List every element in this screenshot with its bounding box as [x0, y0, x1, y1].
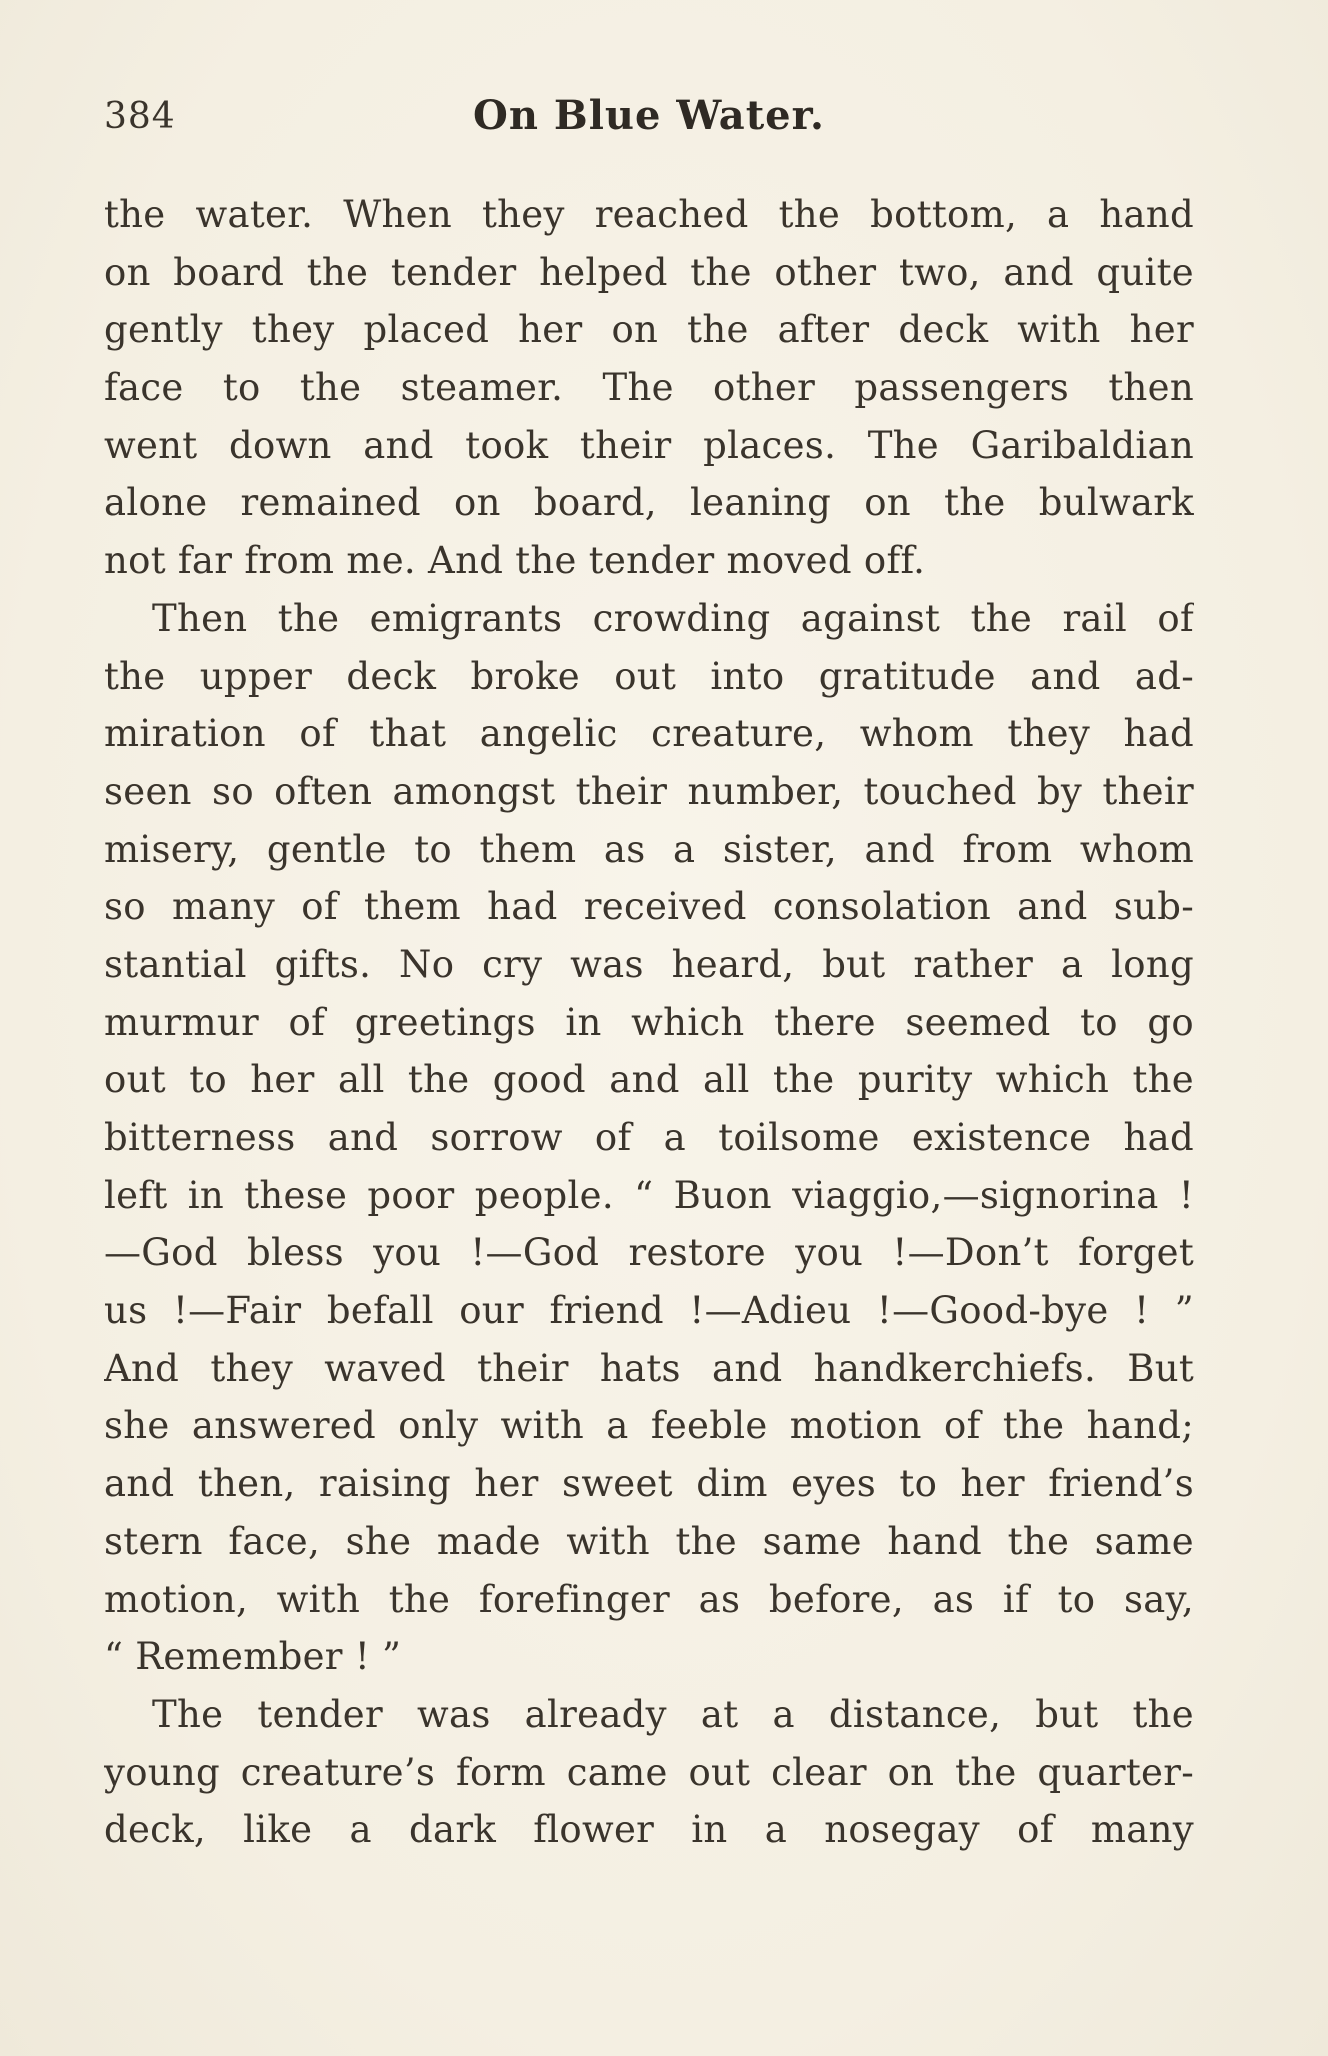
- text-line: young creature’s form came out clear on the quarter-: [104, 1750, 1194, 1794]
- text-line: out to her all the good and all the purity which the: [104, 1058, 1194, 1102]
- text-line: deck, like a dark flower in a nosegay of many: [104, 1808, 1194, 1852]
- text-line: murmur of greetings in which there seemed to go: [104, 1000, 1194, 1044]
- text-line: —God bless you !—God restore you !—Don’t forget: [104, 1231, 1194, 1275]
- text-line: miration of that angelic creature, whom they had: [104, 712, 1194, 756]
- text-line: gently they placed her on the after deck with her: [104, 308, 1194, 352]
- text-line: alone remained on board, leaning on the bulwark: [104, 481, 1194, 525]
- text-line: And they waved their hats and handkerchiefs. But: [104, 1346, 1194, 1390]
- text-line: The tender was already at a distance, but the: [152, 1692, 1194, 1736]
- text-line: stantial gifts. No cry was heard, but rather a long: [104, 942, 1194, 986]
- text-line: on board the tender helped the other two, and quite: [104, 250, 1194, 294]
- text-line: the water. When they reached the bottom, a hand: [104, 193, 1194, 236]
- text-line: she answered only with a feeble motion of the hand;: [104, 1404, 1194, 1448]
- text-line: face to the steamer. The other passengers then: [104, 366, 1194, 410]
- body-text: [104, 186, 1194, 1859]
- text-line: went down and took their places. The Garibaldian: [104, 423, 1194, 467]
- text-line: so many of them had received consolation and sub-: [104, 885, 1194, 929]
- text-line: misery, gentle to them as a sister, and from whom: [104, 827, 1194, 871]
- text-line: Then the emigrants crowding against the rail of: [152, 596, 1194, 640]
- text-line: stern face, she made with the same hand the same: [104, 1519, 1194, 1563]
- text-line: left in these poor people. “ Buon viaggio,—signorina !: [104, 1173, 1194, 1217]
- text-line: bitterness and sorrow of a toilsome existence had: [104, 1116, 1194, 1159]
- text-line: and then, raising her sweet dim eyes to her friend’s: [104, 1462, 1194, 1506]
- running-title: On Blue Water.: [473, 92, 825, 139]
- text-line: the upper deck broke out into gratitude and ad-: [104, 654, 1194, 698]
- text-line: “ Remember ! ”: [104, 1635, 402, 1679]
- text-line: seen so often amongst their number, touched by their: [104, 769, 1194, 813]
- text-line: not far from me. And the tender moved off.: [104, 539, 926, 583]
- text-line: motion, with the forefinger as before, as if to say,: [104, 1577, 1194, 1621]
- page-number: 384: [104, 96, 176, 137]
- text-line: us !—Fair befall our friend !—Adieu !—Good-bye ! ”: [104, 1289, 1194, 1333]
- page-header: [104, 92, 1194, 152]
